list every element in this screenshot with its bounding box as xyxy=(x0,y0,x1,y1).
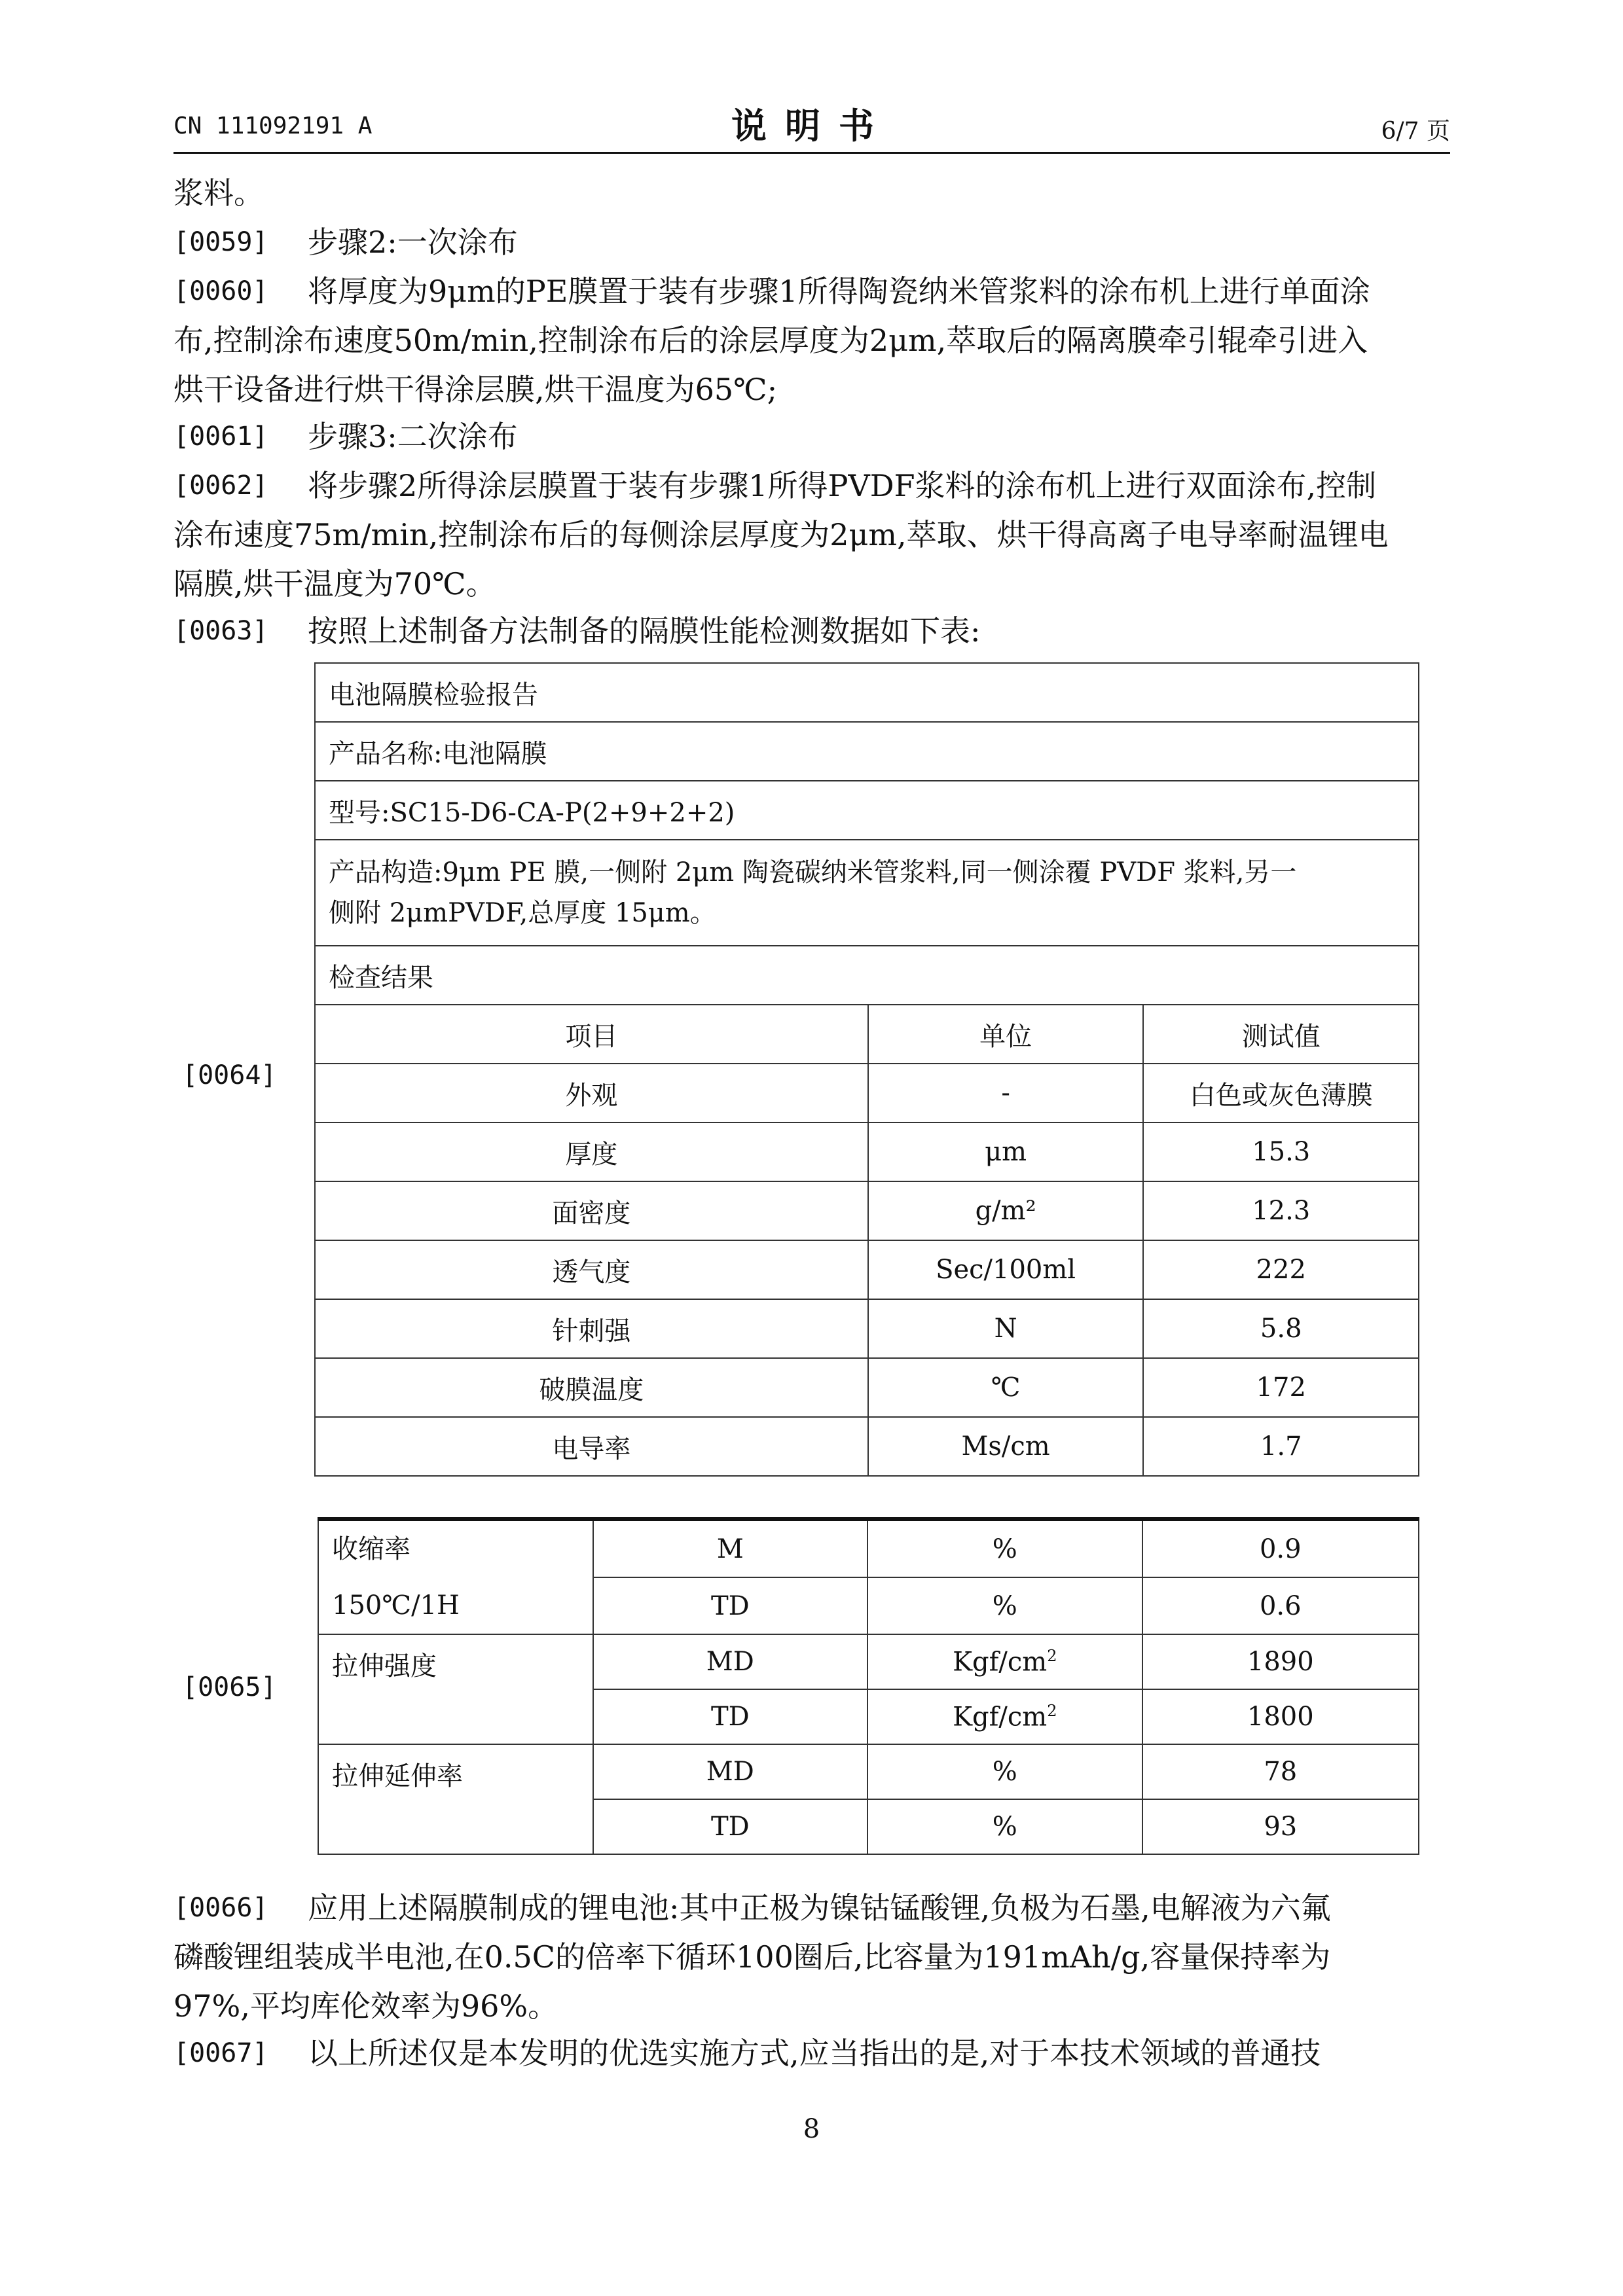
table-row xyxy=(315,781,1419,840)
elongation-label: 拉伸延伸率 xyxy=(318,1744,593,1854)
direction-cell: TD xyxy=(593,1689,867,1744)
value-cell: 1800 xyxy=(1142,1689,1419,1744)
text-line: 97%,平均库伦效率为96%。 xyxy=(173,1988,558,2024)
table-row xyxy=(315,1240,1419,1299)
paragraph-number-0064: [0064] xyxy=(182,1060,277,1090)
direction-cell: TD xyxy=(593,1799,867,1854)
text-line: 隔膜,烘干温度为70℃。 xyxy=(173,566,496,601)
unit-cell: - xyxy=(868,1064,1144,1122)
unit-cell xyxy=(867,1799,1142,1854)
header-rule xyxy=(173,152,1450,154)
value-cell: 5.8 xyxy=(1143,1299,1419,1358)
paragraph-0067 xyxy=(173,2029,1450,2078)
table-row xyxy=(315,840,1419,946)
paragraph-number: [0062] xyxy=(173,471,268,501)
item-cell: 电导率 xyxy=(315,1417,868,1476)
unit-cell: μm xyxy=(868,1122,1144,1181)
product-model: 型号:SC15-D6-CA-P(2+9+2+2) xyxy=(315,781,1419,840)
table-row xyxy=(315,1064,1419,1122)
text-line: 应用上述隔膜制成的锂电池:其中正极为镍钴锰酸锂,负极为石墨,电解液为六氟 xyxy=(308,1890,1331,1926)
paragraph-number: [0061] xyxy=(173,422,268,452)
paragraph-0060 xyxy=(173,267,1450,414)
value-cell: 15.3 xyxy=(1143,1122,1419,1181)
value-cell: 0.9 xyxy=(1142,1519,1419,1577)
column-header: 测试值 xyxy=(1143,1005,1419,1064)
product-structure xyxy=(315,840,1419,946)
document-number: CN 111092191 A xyxy=(173,113,373,139)
paragraph-number-0065: [0065] xyxy=(182,1672,277,1702)
text-line: 将厚度为9μm的PE膜置于装有步骤1所得陶瓷纳米管浆料的涂布机上进行单面涂 xyxy=(308,274,1370,309)
value-cell: 172 xyxy=(1143,1358,1419,1417)
inspection-report-table xyxy=(314,662,1419,1477)
table-header-row xyxy=(315,1005,1419,1064)
paragraph-0059 xyxy=(173,218,1450,267)
unit-text: % xyxy=(992,1757,1017,1787)
paragraph-number: [0059] xyxy=(173,227,268,257)
item-cell: 外观 xyxy=(315,1064,868,1122)
unit-cell xyxy=(867,1689,1142,1744)
product-name: 产品名称:电池隔膜 xyxy=(315,722,1419,781)
unit-cell: Ms/cm xyxy=(868,1417,1144,1476)
page-indicator: 6/7 页 xyxy=(1381,118,1450,145)
item-cell: 面密度 xyxy=(315,1181,868,1240)
value-cell: 12.3 xyxy=(1143,1181,1419,1240)
unit-cell xyxy=(867,1744,1142,1799)
column-header: 项目 xyxy=(315,1005,868,1064)
text-line: 涂布速度75m/min,控制涂布后的每侧涂层厚度为2μm,萃取、烘干得高离子电导率耐温锂电 xyxy=(173,517,1389,552)
paragraph-0061 xyxy=(173,412,1450,461)
unit-cell: ℃ xyxy=(868,1358,1144,1417)
item-cell: 透气度 xyxy=(315,1240,868,1299)
paragraph-number: [0063] xyxy=(173,616,268,646)
text-line: 布,控制涂布速度50m/min,控制涂布后的涂层厚度为2μm,萃取后的隔离膜牵引辊牵引进入 xyxy=(173,323,1368,358)
item-cell: 厚度 xyxy=(315,1122,868,1181)
value-cell: 1.7 xyxy=(1143,1417,1419,1476)
text-line: 按照上述制备方法制备的隔膜性能检测数据如下表: xyxy=(308,613,981,649)
paragraph-number: [0060] xyxy=(173,276,268,306)
unit-cell: Sec/100ml xyxy=(868,1240,1144,1299)
unit-cell: g/m² xyxy=(868,1181,1144,1240)
direction-cell: MD xyxy=(593,1744,867,1799)
paragraph-number: [0067] xyxy=(173,2038,268,2068)
text-line: 步骤3:二次涂布 xyxy=(308,419,518,454)
table-row xyxy=(318,1634,1419,1689)
table-row xyxy=(318,1744,1419,1799)
table-row xyxy=(315,663,1419,722)
page-title: 说明书 xyxy=(731,105,892,147)
report-title: 电池隔膜检验报告 xyxy=(315,663,1419,722)
unit-cell: N xyxy=(868,1299,1144,1358)
item-cell: 破膜温度 xyxy=(315,1358,868,1417)
unit-exponent: 2 xyxy=(1047,1646,1057,1665)
value-cell: 0.6 xyxy=(1142,1577,1419,1634)
structure-line: 侧附 2μmPVDF,总厚度 15μm。 xyxy=(329,898,716,928)
table-row xyxy=(315,1181,1419,1240)
unit-cell xyxy=(867,1519,1142,1577)
text-line: 烘干设备进行烘干得涂层膜,烘干温度为65℃; xyxy=(173,372,778,407)
direction-cell: TD xyxy=(593,1577,867,1634)
value-cell: 白色或灰色薄膜 xyxy=(1143,1064,1419,1122)
direction-cell: MD xyxy=(593,1634,867,1689)
value-cell: 1890 xyxy=(1142,1634,1419,1689)
value-cell: 222 xyxy=(1143,1240,1419,1299)
results-label: 检查结果 xyxy=(315,946,1419,1005)
unit-text: Kgf/cm xyxy=(953,1647,1048,1677)
paragraph-0066 xyxy=(173,1884,1450,2031)
unit-text: % xyxy=(992,1590,1017,1621)
paragraph-continued xyxy=(173,169,1450,218)
paragraph-0063 xyxy=(173,607,1450,656)
text-line: 以上所述仅是本发明的优选实施方式,应当指出的是,对于本技术领域的普通技 xyxy=(308,2036,1321,2071)
mechanical-properties-table xyxy=(318,1517,1419,1855)
shrinkage-label-cell xyxy=(318,1519,593,1634)
unit-cell xyxy=(867,1634,1142,1689)
table-row xyxy=(315,1417,1419,1476)
column-header: 单位 xyxy=(868,1005,1144,1064)
page-number: 8 xyxy=(803,2114,820,2144)
item-cell: 针刺强 xyxy=(315,1299,868,1358)
unit-text: Kgf/cm xyxy=(953,1702,1048,1732)
table-row xyxy=(315,1358,1419,1417)
structure-line: 产品构造:9μm PE 膜,一侧附 2μm 陶瓷碳纳米管浆料,同一侧涂覆 PVDF 浆料,另一 xyxy=(329,857,1297,888)
shrinkage-condition: 150℃/1H xyxy=(332,1590,460,1621)
unit-text: % xyxy=(992,1534,1017,1564)
text-line: 浆料。 xyxy=(173,175,264,211)
table-row xyxy=(318,1519,1419,1577)
value-cell: 78 xyxy=(1142,1744,1419,1799)
unit-text: % xyxy=(992,1812,1017,1842)
tensile-strength-label: 拉伸强度 xyxy=(318,1634,593,1744)
value-cell: 93 xyxy=(1142,1799,1419,1854)
paragraph-0062 xyxy=(173,461,1450,609)
paragraph-number: [0066] xyxy=(173,1893,268,1923)
direction-cell: M xyxy=(593,1519,867,1577)
unit-cell xyxy=(867,1577,1142,1634)
text-line: 步骤2:一次涂布 xyxy=(308,224,518,260)
text-line: 磷酸锂组装成半电池,在0.5C的倍率下循环100圈后,比容量为191mAh/g,容量保持率为 xyxy=(173,1939,1331,1975)
shrinkage-label: 收缩率 xyxy=(332,1534,410,1564)
table-row xyxy=(315,1122,1419,1181)
text-line: 将步骤2所得涂层膜置于装有步骤1所得PVDF浆料的涂布机上进行双面涂布,控制 xyxy=(308,468,1377,503)
page-header xyxy=(173,98,1450,151)
table-row xyxy=(315,722,1419,781)
unit-exponent: 2 xyxy=(1047,1701,1057,1720)
table-row xyxy=(315,946,1419,1005)
table-row xyxy=(315,1299,1419,1358)
